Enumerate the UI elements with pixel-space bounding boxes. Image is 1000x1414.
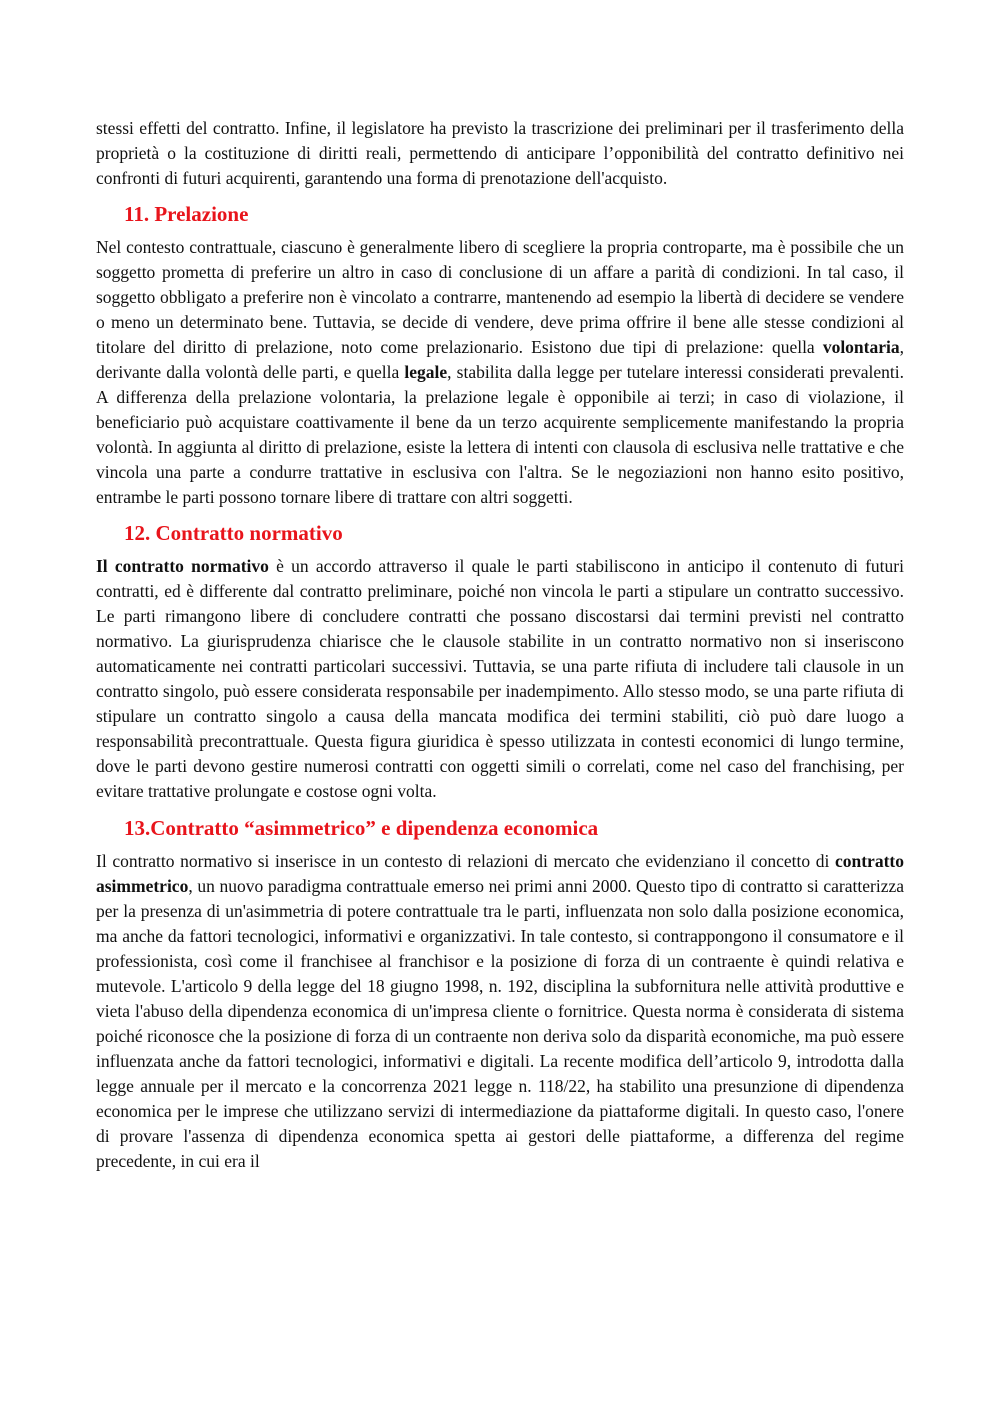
- prelazione-paragraph: [96, 235, 904, 510]
- section-heading-contratto-asimmetrico: 13.Contratto “asimmetrico” e dipendenza economica: [124, 816, 599, 840]
- prelazione-bold-legale: legale: [404, 362, 448, 382]
- prelazione-bold-volontaria: volontaria: [822, 337, 900, 357]
- contratto-normativo-bold: Il contratto normativo: [96, 556, 269, 576]
- section-heading-contratto-normativo: 12. Contratto normativo: [124, 521, 343, 545]
- contratto-asimmetrico-bold: contratto asimmetrico: [96, 851, 904, 896]
- intro-text: stessi effetti del contratto. Infine, il legislatore ha previsto la trascrizione dei preliminari per il trasferimento della proprietà o la costituzione di diritti reali, permettendo di anticipare l’opponibilità del contratto definitivo nei confronti di futuri acquirenti, garantendo una forma di prenotazione dell'acquisto.: [96, 118, 904, 188]
- contratto-asimmetrico-text-1: Il contratto normativo si inserisce in un contesto di relazioni di mercato che evidenziano il concetto di: [96, 851, 835, 871]
- prelazione-text-2: , derivante dalla volontà delle parti, e quella: [96, 337, 904, 382]
- contratto-normativo-text: è un accordo attraverso il quale le parti stabiliscono in anticipo il contenuto di futuri contratti, ed è differente dal contratto preliminare, poiché non vincola le parti a stipulare un contratto successivo. Le parti rimangono libere di concludere contratti che possano discostarsi dai termini previsti nel contratto normativo. La giurisprudenza chiarisce che le clausole stabilite in un contratto normativo non si inseriscono automaticamente nei contratti particolari successivi. Tuttavia, se una parte rifiuta di includere tali clausole in un contratto singolo, può essere considerata responsabile per inadempimento. Allo stesso modo, se una parte rifiuta di stipulare un contratto singolo a causa della mancata modifica dei termini stabiliti, ciò può dare luogo a responsabilità precontrattuale. Questa figura giuridica è spesso utilizzata in contesti economici di lungo termine, dove le parti devono gestire numerosi contratti con oggetti simili o correlati, come nel caso del franchising, per evitare trattative prolungate e costose ogni volta.: [96, 556, 904, 801]
- prelazione-text-3: , stabilita dalla legge per tutelare interessi considerati prevalenti. A differenza della prelazione volontaria, la prelazione legale è opponibile ai terzi; in caso di violazione, il beneficiario può acquistare coattivamente il bene da un terzo acquirente semplicemente manifestando la propria volontà. In aggiunta al diritto di prelazione, esiste la lettera di intenti con clausola di esclusiva nelle trattative e che vincola una parte a condurre trattative in esclusiva con l'altra. Se le negoziazioni non hanno esito positivo, entrambe le parti possono tornare libere di trattare con altri soggetti.: [96, 362, 904, 507]
- contratto-normativo-paragraph: [96, 554, 904, 804]
- section-heading-prelazione: 11. Prelazione: [124, 202, 249, 226]
- document-page: [96, 116, 904, 1174]
- prelazione-text-1: Nel contesto contrattuale, ciascuno è generalmente libero di scegliere la propria controparte, ma è possibile che un soggetto prometta di preferire un altro in caso di conclusione di un affare a parità di condizioni. In tal caso, il soggetto obbligato a preferire non è vincolato a contrarre, mantenendo ad esempio la libertà di decidere se vendere o meno un determinato bene. Tuttavia, se decide di vendere, deve prima offrire il bene alle stesse condizioni al titolare del diritto di prelazione, noto come prelazionario. Esistono due tipi di prelazione: quella: [96, 237, 904, 357]
- contratto-asimmetrico-text-2: , un nuovo paradigma contrattuale emerso nei primi anni 2000. Questo tipo di contratto si caratterizza per la presenza di un'asimmetria di potere contrattuale tra le parti, influenzata non solo dalla posizione economica, ma anche da fattori tecnologici, informativi e organizzativi. In tale contesto, si contrappongono il consumatore e il professionista, così come il franchisee al franchisor e la posizione di forza di un contraente è quindi relativa e mutevole. L'articolo 9 della legge del 18 giugno 1998, n. 192, disciplina la subfornitura nelle attività produttive e vieta l'abuso della dipendenza economica di un'impresa cliente o fornitrice. Questa norma è considerata di sistema poiché riconosce che la posizione di forza di un contraente non deriva solo da disparità economiche, ma può essere influenzata anche da fattori tecnologici, informativi e digitali. La recente modifica dell’articolo 9, introdotta dalla legge annuale per il mercato e la concorrenza 2021 legge n. 118/22, ha stabilito una presunzione di dipendenza economica per le imprese che utilizzano servizi di intermediazione da piattaforme digitali. In questo caso, l'onere di provare l'assenza di dipendenza economica spetta ai gestori delle piattaforme, a differenza del regime precedente, in cui era il: [96, 876, 904, 1171]
- contratto-asimmetrico-paragraph: [96, 849, 904, 1174]
- intro-paragraph: [96, 116, 904, 191]
